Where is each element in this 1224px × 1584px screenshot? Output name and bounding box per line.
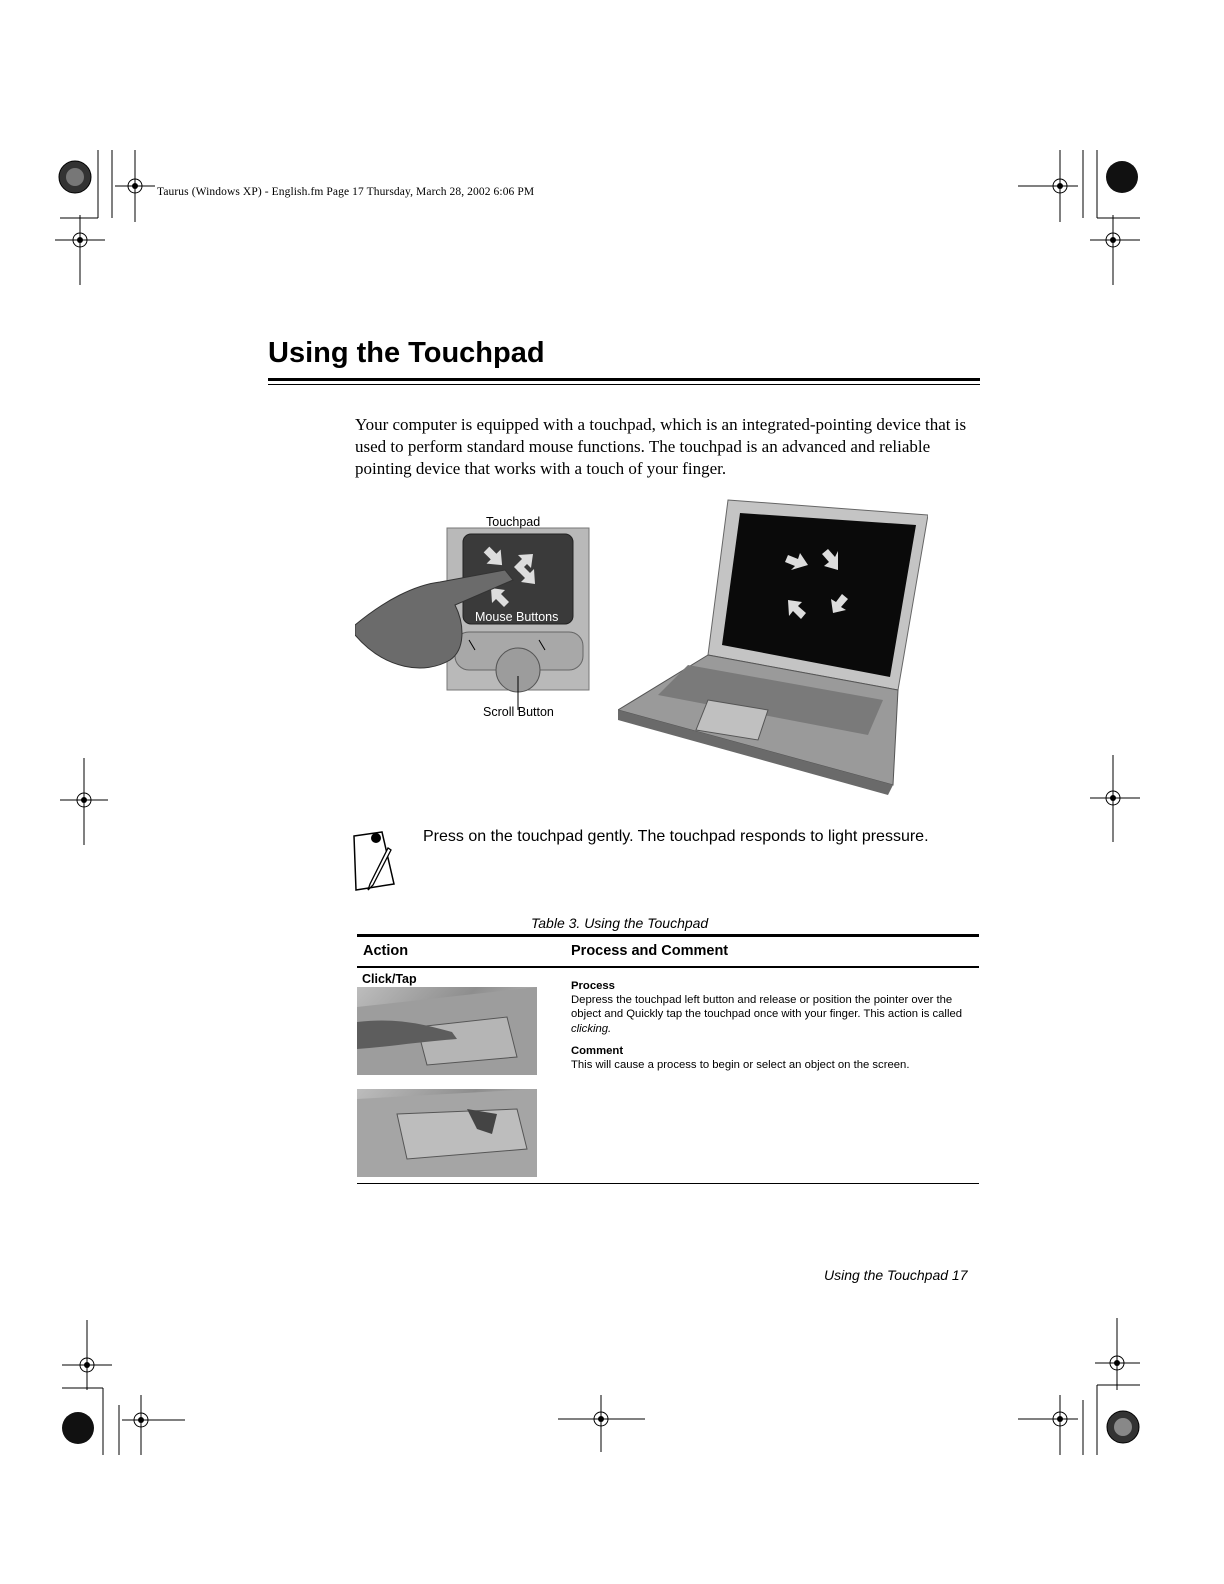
- table-top-rule: [357, 934, 979, 937]
- running-header: Taurus (Windows XP) - English.fm Page 17 Thursday, March 28, 2002 6:06 PM: [157, 186, 535, 198]
- table-cell-action: Click/Tap: [362, 972, 417, 986]
- touchpad-label: Touchpad: [486, 515, 541, 529]
- title-rule-thin: [268, 384, 980, 385]
- table-header-process: Process and Comment: [571, 943, 729, 959]
- table-caption: Table 3. Using the Touchpad: [531, 915, 709, 931]
- mouse-buttons-label: Mouse Buttons: [475, 610, 559, 624]
- click-tap-photo-2: [357, 1089, 537, 1177]
- intro-paragraph: Your computer is equipped with a touchpad, which is an integrated-pointing device that is used to perform standard mouse functions. The touchpad is an advanced and reliable pointing device that works with a touch of your finger.: [355, 415, 967, 478]
- process-text: [571, 993, 971, 1036]
- comment-heading: Comment: [571, 1044, 624, 1057]
- comment-text: This will cause a process to begin or select an object on the screen.: [571, 1059, 910, 1072]
- click-tap-photo-1: [357, 987, 537, 1075]
- laptop-illustration: [618, 495, 928, 795]
- table-header-rule: [357, 966, 979, 968]
- process-emphasis: clicking.: [571, 1022, 612, 1035]
- table-header-action: Action: [363, 943, 409, 959]
- page-title: Using the Touchpad: [268, 337, 545, 369]
- table-cell-process: [571, 979, 971, 1072]
- title-rule-thick: [268, 378, 980, 381]
- process-body: Depress the touchpad left button and release or position the pointer over the object and Quickly tap the touchpad once with your finger. This action is called: [571, 994, 963, 1021]
- touchpad-closeup-figure: [355, 510, 595, 725]
- note-text: Press on the touchpad gently. The touchpad responds to light pressure.: [423, 828, 929, 845]
- table-bottom-rule: [357, 1183, 979, 1184]
- page-footer: Using the Touchpad 17: [824, 1267, 968, 1283]
- note-icon: [352, 828, 398, 894]
- process-heading: Process: [571, 980, 615, 992]
- scroll-button-label: Scroll Button: [483, 705, 554, 719]
